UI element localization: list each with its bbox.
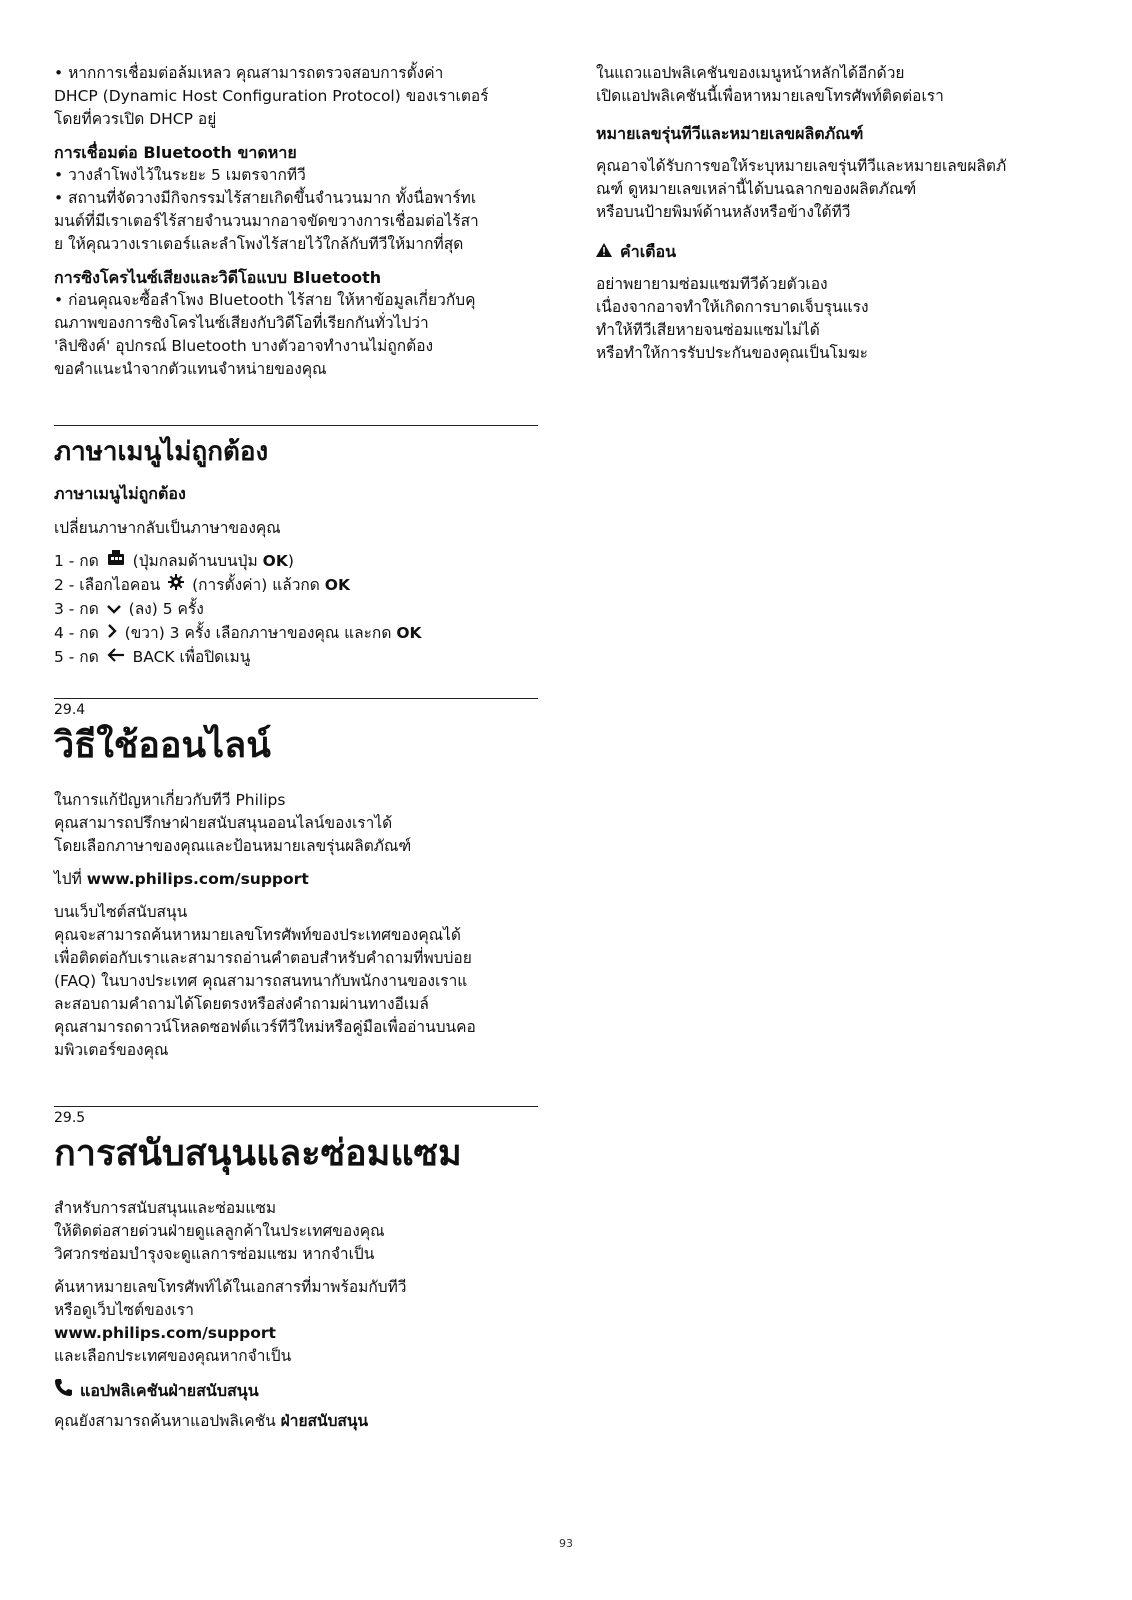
left-column xyxy=(54,62,538,1443)
section-number: 29.4 xyxy=(54,702,86,718)
text-line: • วางลำโพงไว้ในระยะ 5 เมตรจากทีวี xyxy=(54,166,306,184)
text-line: เพื่อติดต่อกับเราและสามารถอ่านคำตอบสำหรับคำถามที่พบบ่อย xyxy=(54,949,472,967)
step-text: (การตั้งค่า) แล้วกด xyxy=(192,576,320,594)
text-line: คุณอาจได้รับการขอให้ระบุหมายเลขรุ่นทีวีและหมายเลขผลิตภั xyxy=(596,157,1007,175)
text-line: ในการแก้ปัญหาเกี่ยวกับทีวี Philips xyxy=(54,791,286,809)
menu-language-subheading: ภาษาเมนูไม่ถูกต้อง xyxy=(54,484,186,503)
gear-icon xyxy=(168,574,184,597)
section-divider xyxy=(54,1106,538,1107)
step-5 xyxy=(54,646,538,670)
text-line: มพิวเตอร์ของคุณ xyxy=(54,1041,169,1059)
text-line: • สถานที่จัดวางมีกิจกรรมไร้สายเกิดขึ้นจำนวนมาก ทั้งนื่อพาร์ทเ xyxy=(54,189,477,207)
support-paragraph xyxy=(54,1197,538,1266)
goto-label: ไปที่ xyxy=(54,870,82,888)
warning-icon xyxy=(596,240,612,263)
text-line: ทำให้ทีวีเสียหายจนซ่อมแซมไม่ได้ xyxy=(596,321,820,339)
text-line: อย่าพยายามซ่อมแซมทีวีด้วยตัวเอง xyxy=(596,275,828,293)
back-arrow-icon xyxy=(107,646,125,669)
text-line: ในแถวแอปพลิเคชันของเมนูหน้าหลักได้อีกด้วย xyxy=(596,64,905,82)
text-line: โดยที่ควรเปิด DHCP อยู่ xyxy=(54,110,217,128)
step-text: 4 - กด xyxy=(54,624,99,642)
support-url: www.philips.com/support xyxy=(86,870,309,888)
find-paragraph xyxy=(54,1276,538,1368)
warning-paragraph xyxy=(596,273,1076,365)
text-line: ละสอบถามคำถามได้โดยตรงหรือส่งคำถามผ่านทางอีเมล์ xyxy=(54,995,429,1013)
step-text: 2 - เลือกไอคอน xyxy=(54,576,161,594)
online-paragraph xyxy=(54,789,538,858)
step-1 xyxy=(54,550,538,574)
chevron-right-icon xyxy=(107,622,117,645)
bluetooth-heading: การเชื่อมต่อ Bluetooth ขาดหาย xyxy=(54,143,297,162)
text-line: โดยเลือกภาษาของคุณและป้อนหมายเลขรุ่นผลิตภัณฑ์ xyxy=(54,837,412,855)
step-text: 5 - กด xyxy=(54,648,99,666)
lipsync-heading: การซิงโครไนซ์เสียงและวิดีโอแบบ Bluetooth xyxy=(54,268,382,287)
model-number-heading: หมายเลขรุ่นทีวีและหมายเลขผลิตภัณฑ์ xyxy=(596,124,864,143)
text-line: ณภาพของการซิงโครไนซ์เสียงกับวิดีโอที่เรียกกันทั่วไปว่า xyxy=(54,314,429,332)
text-line: หรือดูเว็บไซต์ของเรา xyxy=(54,1301,194,1319)
step-text: ) xyxy=(287,552,294,570)
text-line: คุณสามารถดาวน์โหลดซอฟต์แวร์ทีวีใหม่หรือคู่มือเพื่ออ่านบนคอ xyxy=(54,1018,476,1036)
text-line: • ก่อนคุณจะซื้อลำโพง Bluetooth ไร้สาย ให้หาข้อมูลเกี่ยวกับคุ xyxy=(54,291,476,309)
phone-icon xyxy=(54,1378,72,1402)
text-line: (FAQ) ในบางประเทศ คุณสามารถสนทนากับพนักงานของเราแ xyxy=(54,972,468,990)
site-paragraph xyxy=(54,901,538,1062)
text-line: DHCP (Dynamic Host Configuration Protocol) ของเราเตอร์ xyxy=(54,87,489,105)
support-app-heading xyxy=(54,1378,538,1402)
ok-label: OK xyxy=(262,552,288,570)
ok-label: OK xyxy=(324,576,350,594)
text-segment: คุณยังสามารถค้นหาแอปพลิเคชัน xyxy=(54,1412,276,1430)
text-line: • หากการเชื่อมต่อล้มเหลว คุณสามารถตรวจสอบการตั้งค่า xyxy=(54,64,444,82)
text-segment-bold: ฝ่ายสนับสนุน xyxy=(280,1412,369,1430)
section-divider xyxy=(54,425,538,426)
text-line: ให้ติดต่อสายด่วนฝ่ายดูแลลูกค้าในประเทศของคุณ xyxy=(54,1222,385,1240)
ok-label: OK xyxy=(396,624,422,642)
right-column xyxy=(596,62,1076,375)
step-4 xyxy=(54,622,538,646)
menu-language-text: เปลี่ยนภาษากลับเป็นภาษาของคุณ xyxy=(54,519,281,537)
text-line: สำหรับการสนับสนุนและซ่อมแซม xyxy=(54,1199,277,1217)
step-text: (ขวา) 3 ครั้ง เลือกภาษาของคุณ และกด xyxy=(124,624,392,642)
section-divider xyxy=(54,698,538,699)
step-3 xyxy=(54,598,538,622)
app-row-paragraph xyxy=(596,62,1076,108)
text-line: 'ลิปซิงค์' อุปกรณ์ Bluetooth บางตัวอาจทำงานไม่ถูกต้อง xyxy=(54,337,434,355)
text-line: คุณสามารถปรึกษาฝ่ายสนับสนุนออนไลน์ของเราได้ xyxy=(54,814,393,832)
text-line: และเลือกประเทศของคุณหากจำเป็น xyxy=(54,1347,292,1365)
steps-list xyxy=(54,550,538,670)
text-line: ณฑ์ ดูหมายเลขเหล่านี้ได้บนฉลากของผลิตภัณฑ์ xyxy=(596,180,917,198)
text-line: เนื่องจากอาจทำให้เกิดการบาดเจ็บรุนแรง xyxy=(596,298,869,316)
text-line: ค้นหาหมายเลขโทรศัพท์ได้ในเอกสารที่มาพร้อมกับทีวี xyxy=(54,1278,407,1296)
heading-text: คำเตือน xyxy=(620,242,677,261)
home-button-icon xyxy=(107,550,125,573)
section-number: 29.5 xyxy=(54,1110,86,1126)
step-text: BACK เพื่อปิดเมนู xyxy=(132,648,251,666)
step-text: 3 - กด xyxy=(54,600,99,618)
chevron-down-icon xyxy=(107,598,121,621)
goto-paragraph xyxy=(54,868,538,891)
text-line: ขอคำแนะนำจากตัวแทนจำหน่ายของคุณ xyxy=(54,360,327,378)
text-line: วิศวกรซ่อมบำรุงจะดูแลการซ่อมแซม หากจำเป็น xyxy=(54,1245,375,1263)
app-paragraph xyxy=(54,1410,538,1433)
text-line: หรือบนป้ายพิมพ์ด้านหลังหรือข้างใต้ทีวี xyxy=(596,203,851,221)
support-url: www.philips.com/support xyxy=(54,1324,276,1342)
online-help-title: วิธีใช้ออนไลน์ xyxy=(54,725,271,766)
text-line: มนต์ที่มีเราเตอร์ไร้สายจำนวนมากอาจขัดขวางการเชื่อมต่อไร้สา xyxy=(54,212,479,230)
text-line: ย ให้คุณวางเราเตอร์และลำโพงไร้สายไว้ใกล้กับทีวีให้มากที่สุด xyxy=(54,235,464,253)
step-text: 1 - กด xyxy=(54,552,99,570)
heading-text: แอปพลิเคชันฝ่ายสนับสนุน xyxy=(80,1380,259,1400)
support-repair-title: การสนับสนุนและซ่อมแซม xyxy=(54,1133,462,1174)
text-line: หรือทำให้การรับประกันของคุณเป็นโมฆะ xyxy=(596,344,868,362)
step-2 xyxy=(54,574,538,598)
step-text: (ปุ่มกลมด้านบนปุ่ม xyxy=(132,552,258,570)
dhcp-paragraph xyxy=(54,62,538,131)
menu-language-title: ภาษาเมนูไม่ถูกต้อง xyxy=(54,437,269,467)
page-number: 93 xyxy=(559,1537,573,1550)
bluetooth-paragraph xyxy=(54,164,538,256)
warning-heading xyxy=(596,240,1076,263)
text-line: เปิดแอปพลิเคชันนี้เพื่อหาหมายเลขโทรศัพท์ติดต่อเรา xyxy=(596,87,944,105)
lipsync-paragraph xyxy=(54,289,538,381)
text-line: บนเว็บไซต์สนับสนุน xyxy=(54,903,188,921)
model-number-paragraph xyxy=(596,155,1076,224)
step-text: (ลง) 5 ครั้ง xyxy=(128,600,204,618)
text-line: คุณจะสามารถค้นหาหมายเลขโทรศัพท์ของประเทศของคุณได้ xyxy=(54,926,461,944)
